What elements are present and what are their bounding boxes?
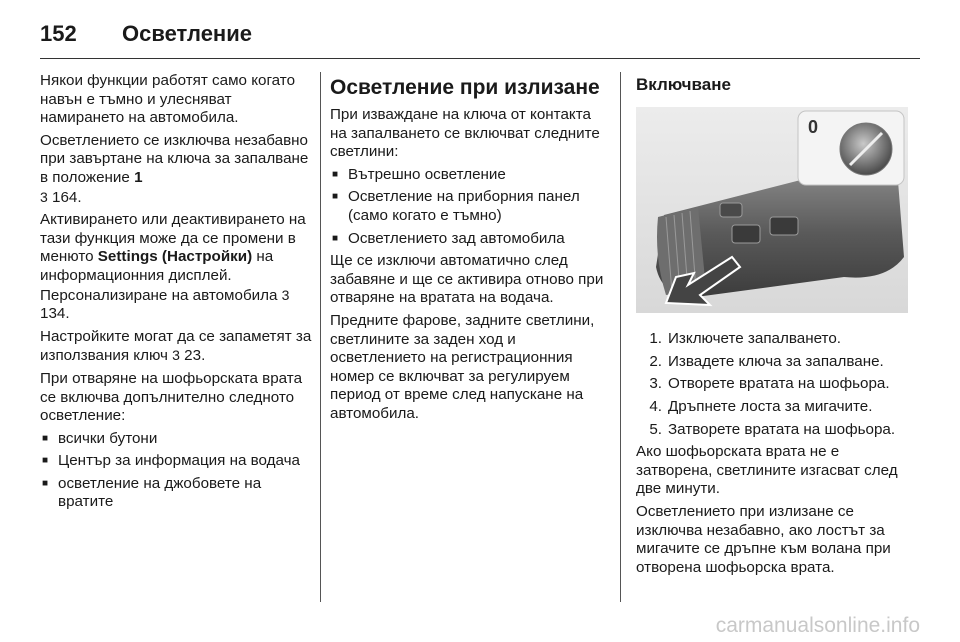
header-rule bbox=[40, 58, 920, 59]
watermark: carmanualsonline.info bbox=[715, 614, 920, 637]
key-position: 1 bbox=[134, 168, 143, 186]
list-item: ■ осветление на джобовете на вратите bbox=[40, 475, 318, 512]
step-text: Изключете запалването. bbox=[668, 330, 841, 348]
column-divider bbox=[320, 72, 321, 602]
list-item bbox=[636, 421, 910, 440]
paragraph: Някои функции работят само когато навън е тъмно и улесняват намирането на автомобила. bbox=[40, 72, 296, 127]
step-text: Дръпнете лоста за мигачите. bbox=[668, 397, 873, 415]
paragraph: Осветлението при излизане се изключва незабавно, ако лостът за мигачите се дръпне към волана при отворена шофьорска врата. bbox=[636, 502, 891, 576]
list-item bbox=[636, 375, 910, 394]
page-ref-icon: 3 bbox=[281, 286, 290, 303]
page-ref[interactable]: 134. bbox=[40, 305, 70, 323]
list-item: ■ всички бутони bbox=[40, 430, 318, 449]
page-ref[interactable]: 23. bbox=[184, 347, 206, 365]
subsection-heading: Включване bbox=[636, 75, 731, 94]
page-header bbox=[40, 14, 252, 54]
page-ref-icon: 3 bbox=[40, 188, 48, 205]
paragraph: При отваряне на шофьорската врата се включва допълнително следното осветление: bbox=[40, 369, 303, 425]
page-ref[interactable]: 164. bbox=[52, 188, 82, 206]
step-text: Затворете вратата на шофьора. bbox=[668, 420, 896, 438]
bullet-list bbox=[330, 166, 608, 248]
column-3 bbox=[636, 72, 910, 581]
column-2 bbox=[330, 72, 608, 428]
paragraph-text: на информационния дисплей. Персонализиране на автомобила bbox=[40, 248, 282, 304]
paragraph bbox=[40, 211, 318, 324]
turn-signal-lever-illustration bbox=[636, 107, 908, 313]
list-item: ■ Осветлението зад автомобила bbox=[330, 230, 608, 249]
column-divider bbox=[620, 72, 621, 602]
paragraph-text: Настройките могат да се запаметят за използвания ключ bbox=[40, 327, 312, 365]
column-1 bbox=[40, 72, 318, 516]
bullet-list bbox=[40, 430, 318, 512]
paragraph: При изваждане на ключа от контакта на запалването се включват следните светлини: bbox=[330, 106, 600, 161]
ignition-position-label: 0 bbox=[808, 116, 819, 137]
step-number: 5. bbox=[649, 420, 662, 438]
menu-name: Settings (Настройки) bbox=[97, 248, 253, 266]
list-item: ■ Осветление на приборния панел (само когато е тъмно) bbox=[330, 188, 608, 225]
paragraph: Ако шофьорската врата не е затворена, светлините изгасват след две минути. bbox=[636, 443, 898, 498]
step-number: 2. bbox=[649, 352, 662, 370]
paragraph bbox=[40, 328, 318, 366]
list-item bbox=[636, 398, 910, 417]
list-item bbox=[636, 330, 910, 349]
paragraph-text: Активирането или деактивирането на тази функция може да се промени в менюто bbox=[40, 211, 306, 266]
list-item: ■ Вътрешно осветление bbox=[330, 166, 608, 185]
paragraph-text: Осветлението се изключва незабавно при завъртане на ключа за запалване в положение bbox=[40, 131, 309, 186]
step-number: 1. bbox=[649, 330, 662, 348]
paragraph: Предните фарове, задните светлини, светлините за заден ход и осветлението на регистрационния номер се включват за регулируем период от време след напускане на автомобила. bbox=[330, 311, 595, 422]
step-number: 4. bbox=[649, 397, 662, 415]
step-number: 3. bbox=[649, 375, 662, 393]
list-item: ■ Център за информация на водача bbox=[40, 452, 318, 471]
step-text: Извадете ключа за запалване. bbox=[668, 352, 884, 370]
paragraph bbox=[40, 132, 318, 207]
page-ref-icon: 3 bbox=[172, 347, 180, 364]
section-title: Осветление bbox=[122, 21, 252, 46]
page-number: 152 bbox=[40, 21, 77, 46]
steps-list bbox=[636, 330, 910, 439]
subsection-heading: Осветление при излизане bbox=[330, 76, 600, 99]
list-item bbox=[636, 353, 910, 372]
paragraph: Ще се изключи автоматично след забавяне и ще се активира отново при отваряне на вратата на водача. bbox=[330, 252, 604, 307]
step-text: Отворете вратата на шофьора. bbox=[668, 375, 890, 393]
